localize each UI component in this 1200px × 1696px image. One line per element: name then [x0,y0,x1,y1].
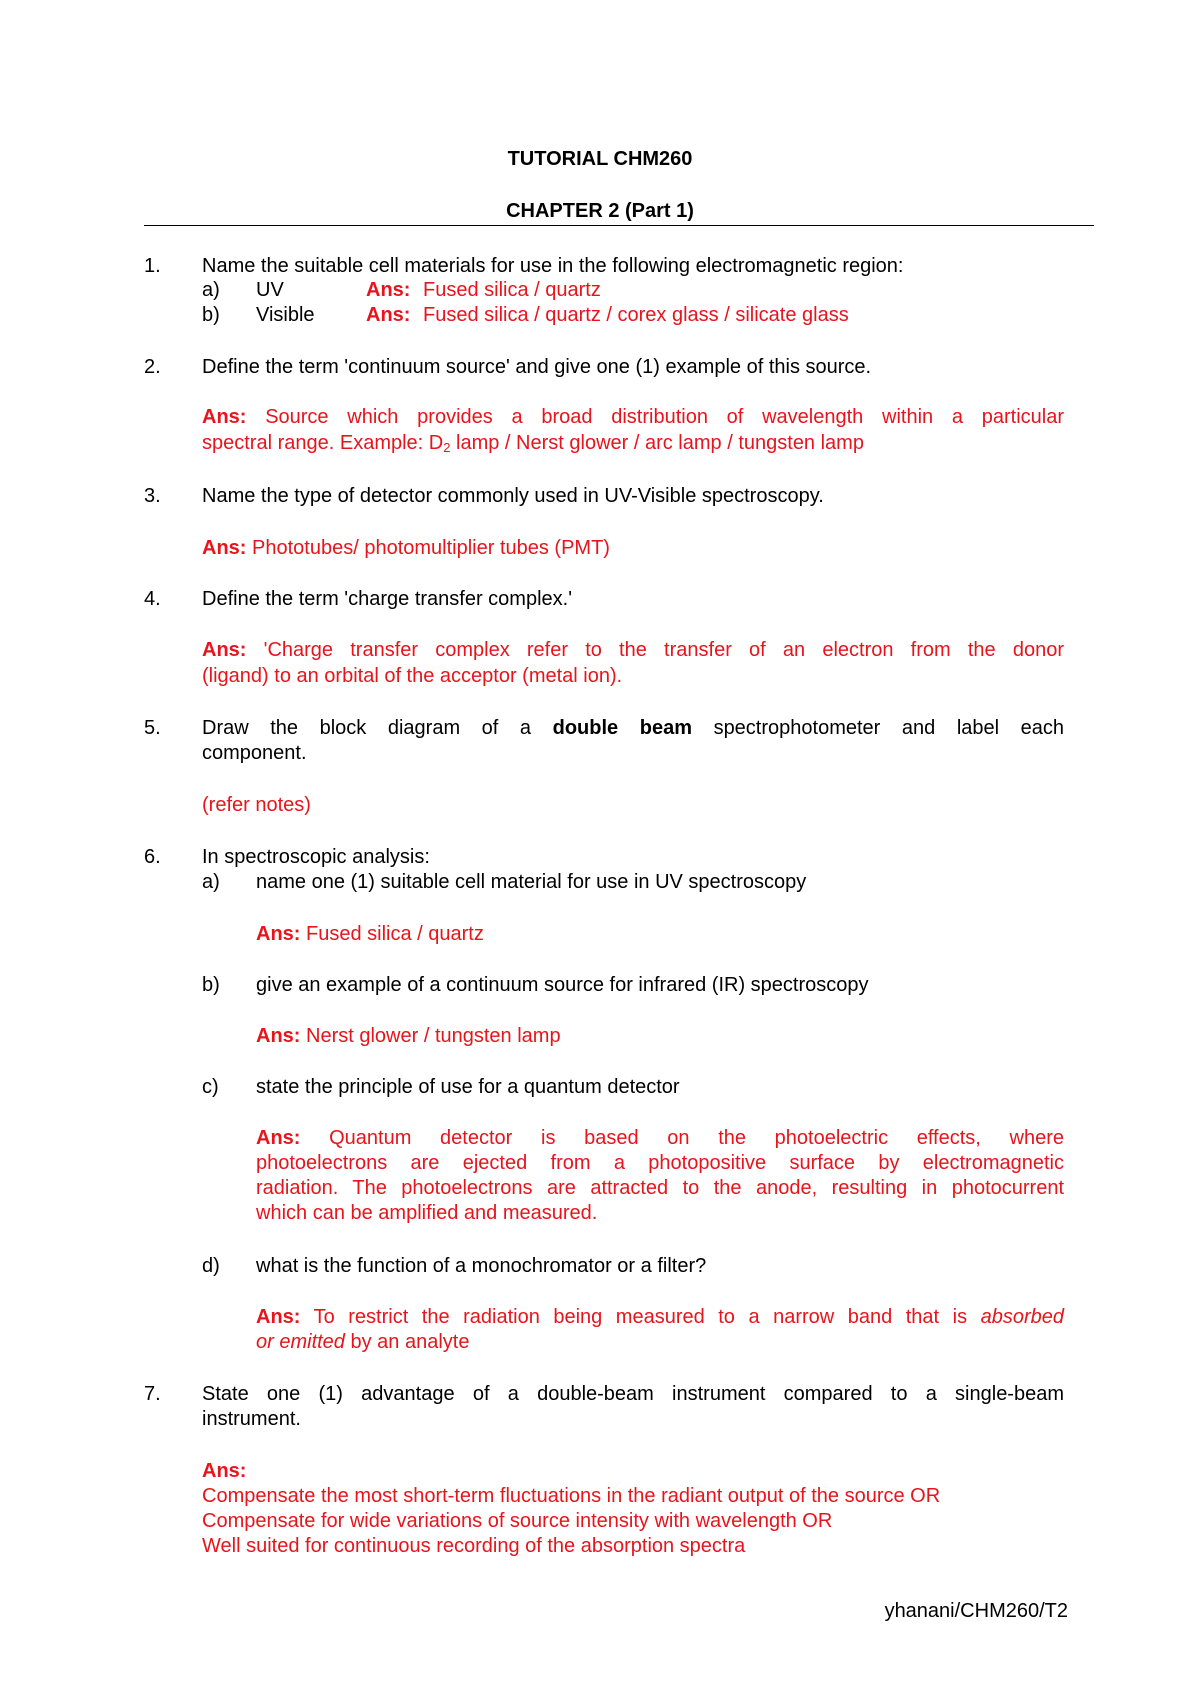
question-text: component. [202,742,307,764]
answer-text: (refer notes) [202,794,311,816]
answer-label: Ans: [256,923,301,945]
answer-line [256,1305,1064,1331]
sub-text: name one (1) suitable cell material for use in UV spectroscopy [256,871,807,893]
question-text: In spectroscopic analysis: [202,846,430,868]
answer-label: Ans: [202,537,247,559]
header-divider [144,225,1094,226]
answer-line [256,922,484,946]
answer-text: Compensate for wide variations of source intensity with wavelength OR [202,1510,833,1532]
answer-line [202,431,864,455]
chapter-heading: CHAPTER 2 (Part 1) [506,200,694,222]
answer-text: Compensate the most short-term fluctuations in the radiant output of the source OR [202,1485,941,1507]
sub-label: c) [202,1076,219,1098]
question-number: 2. [144,356,161,378]
answer-text: Quantum detector is based on the photoelectric effects, where [329,1127,1064,1149]
question-text: Define the term 'charge transfer complex.' [202,588,573,610]
answer-text: photoelectrons are ejected from a photopositive surface by electromagnetic [256,1152,1064,1174]
question-number: 4. [144,588,161,610]
sub-text: Visible [256,304,315,326]
answer-label: Ans: [202,1460,247,1482]
answer-text: (ligand) to an orbital of the acceptor (metal ion). [202,665,623,687]
sub-label: a) [202,871,220,893]
answer-text: Phototubes/ photomultiplier tubes (PMT) [252,537,610,559]
sub-text: UV [256,279,284,301]
question-text-part: Draw the block diagram of a [202,717,532,739]
question-number: 1. [144,255,161,277]
answer-emphasis: or emitted [256,1331,345,1353]
answer-line [202,405,1064,431]
sub-text: what is the function of a monochromator or a filter? [256,1255,707,1277]
sub-label: d) [202,1255,220,1277]
answer-label: Ans: [256,1025,301,1047]
answer-line [256,1330,469,1354]
answer-line [256,1024,561,1048]
answer-label: Ans: [366,279,411,301]
question-text: Name the type of detector commonly used in UV-Visible spectroscopy. [202,485,824,507]
answer-text: To restrict the radiation being measured to a narrow band that is [313,1306,968,1328]
answer-text: Source which provides a broad distribution of wavelength within a particular [265,406,1064,428]
answer-label: Ans: [256,1127,301,1149]
answer-text: Well suited for continuous recording of the absorption spectra [202,1535,746,1557]
sub-label: a) [202,279,220,301]
answer-text: Fused silica / quartz [423,279,601,301]
question-number: 5. [144,717,161,739]
sub-text: give an example of a continuum source for infrared (IR) spectroscopy [256,974,869,996]
sub-label: b) [202,304,220,326]
answer-line [202,536,610,560]
answer-line [202,638,1064,664]
answer-text: lamp / Nerst glower / arc lamp / tungsten lamp [450,432,864,454]
question-text-part: spectrophotometer and label each [713,717,1065,739]
page-title: TUTORIAL CHM260 [507,148,693,170]
answer-label: Ans: [256,1306,301,1328]
question-text: Define the term 'continuum source' and give one (1) example of this source. [202,356,872,378]
sub-text: state the principle of use for a quantum detector [256,1076,680,1098]
question-text [202,716,1064,742]
answer-text: Fused silica / quartz / corex glass / silicate glass [423,304,849,326]
question-number: 6. [144,846,161,868]
answer-label: Ans: [366,304,411,326]
answer-label: Ans: [202,406,247,428]
question-number: 7. [144,1383,161,1405]
answer-line [256,1126,1064,1152]
footer-reference: yhanani/CHM260/T2 [884,1600,1068,1622]
answer-text: Nerst glower / tungsten lamp [306,1025,561,1047]
answer-text: radiation. The photoelectrons are attracted to the anode, resulting in photocurrent [256,1177,1064,1199]
answer-label: Ans: [202,639,247,661]
answer-emphasis: absorbed [980,1306,1065,1328]
question-text: instrument. [202,1408,301,1430]
answer-text: Fused silica / quartz [306,923,484,945]
question-text: Name the suitable cell materials for use in the following electromagnetic region: [202,255,904,277]
answer-text: which can be amplified and measured. [256,1202,598,1224]
question-text: State one (1) advantage of a double-beam instrument compared to a single-beam [202,1383,1064,1405]
sub-label: b) [202,974,220,996]
answer-text: 'Charge transfer complex refer to the transfer of an electron from the donor [263,639,1064,661]
subscript: 2 [443,440,451,455]
emphasis: double beam [552,717,692,739]
answer-text: spectral range. Example: D [202,432,444,454]
answer-text: by an analyte [350,1331,470,1353]
question-number: 3. [144,485,161,507]
